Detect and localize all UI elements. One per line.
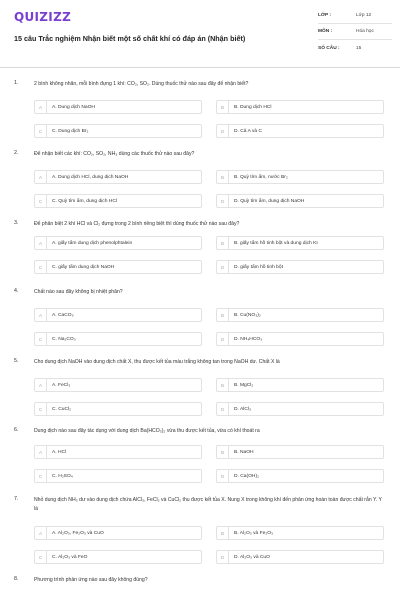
option-letter-box: A <box>35 309 47 321</box>
option-text: A. HCl <box>52 449 67 455</box>
question-number: 7. <box>14 496 19 502</box>
option-letter-box: A <box>35 379 47 391</box>
option-letter-box: D <box>217 261 229 273</box>
option-letter-box: C <box>35 261 47 273</box>
option-letter-box: B <box>217 446 229 458</box>
option-letter-box: B <box>217 171 229 183</box>
option-letter-box: A <box>35 237 47 249</box>
question-text: Dung dịch nào sau đây tác dụng với dung dịch Ba(HCO₃)₂ vừa thu được kết tủa, vừa có khí thoát ra <box>34 428 260 434</box>
option-letter-box: D <box>217 333 229 345</box>
meta-label-count: SỐ CÂU : <box>318 45 340 51</box>
option-a[interactable] <box>34 378 202 392</box>
option-d[interactable] <box>216 469 384 483</box>
option-letter-box: A <box>35 446 47 458</box>
option-d[interactable] <box>216 260 384 274</box>
option-letter-box: A <box>35 527 47 539</box>
option-text: C. giấy tẩm dung dịch NaOH <box>52 264 115 270</box>
option-text: C. Na₂CO₃ <box>52 336 76 342</box>
option-a[interactable] <box>34 170 202 184</box>
option-text: A. Dung dịch NaOH <box>52 104 95 110</box>
option-text: A. FeCl₃ <box>52 382 71 388</box>
option-text: D. Ca(OH)₂ <box>234 473 259 479</box>
question-text: Để nhận biết các khí: CO₂, SO₂, NH₃ dùng các thuốc thử nào sau đây? <box>34 151 195 157</box>
option-letter-box: B <box>217 101 229 113</box>
option-c[interactable] <box>34 194 202 208</box>
option-b[interactable] <box>216 100 384 114</box>
option-c[interactable] <box>34 402 202 416</box>
question-text: Chất nào sau đây không bị nhiệt phân? <box>34 289 123 295</box>
option-a[interactable] <box>34 100 202 114</box>
meta-info-table <box>318 8 392 56</box>
option-text: B. Dung dịch HCl <box>234 104 272 110</box>
question-text: Để phân biệt 2 khí HCl và Cl₂ đựng trong 2 bình riêng biệt thì dùng thuốc thử nào sau đây? <box>34 221 240 227</box>
option-text: B. NaOH <box>234 449 254 455</box>
quizizz-logo: QUIZIZZ <box>14 10 72 24</box>
option-d[interactable] <box>216 332 384 346</box>
question-text: Cho dung dịch NaOH vào dung dịch chất X, thu được kết tủa màu trắng không tan trong NaOH dư. Chất X là <box>34 359 280 365</box>
option-letter-box: C <box>35 403 47 415</box>
meta-row-count <box>318 40 392 56</box>
meta-value-grade: Lớp 12 <box>356 13 372 18</box>
meta-row-subject <box>318 24 392 40</box>
option-letter-box: C <box>35 470 47 482</box>
option-a[interactable] <box>34 308 202 322</box>
option-b[interactable] <box>216 378 384 392</box>
option-d[interactable] <box>216 402 384 416</box>
option-a[interactable] <box>34 526 202 540</box>
meta-row-grade <box>318 8 392 24</box>
option-letter-box: B <box>217 237 229 249</box>
option-letter-box: A <box>35 171 47 183</box>
option-letter-box: D <box>217 403 229 415</box>
question-number: 4. <box>14 288 19 294</box>
option-text: B. giấy tẩm hồ tinh bột và dung dịch KI <box>234 240 318 246</box>
option-b[interactable] <box>216 170 384 184</box>
document-title: 15 câu Trắc nghiệm Nhận biết một số chất khí có đáp án (Nhận biết) <box>14 34 246 43</box>
option-letter-box: D <box>217 195 229 207</box>
question-number: 5. <box>14 358 19 364</box>
option-text: B. Al₂O₃ và Fe₂O₃ <box>234 530 274 536</box>
question-number: 3. <box>14 220 19 226</box>
option-letter-box: D <box>217 470 229 482</box>
option-text: A. CaCO₃ <box>52 312 74 318</box>
option-letter-box: C <box>35 551 47 563</box>
option-text: D. giấy tẩm hồ tinh bột <box>234 264 283 270</box>
document-header <box>0 0 400 68</box>
option-c[interactable] <box>34 469 202 483</box>
option-c[interactable] <box>34 550 202 564</box>
option-letter-box: B <box>217 309 229 321</box>
question-number: 2. <box>14 150 19 156</box>
option-c[interactable] <box>34 124 202 138</box>
option-c[interactable] <box>34 260 202 274</box>
option-a[interactable] <box>34 236 202 250</box>
option-letter-box: D <box>217 125 229 137</box>
meta-label-subject: MÔN : <box>318 29 333 34</box>
option-text: A. Dung dịch HCl, dung dịch NaOH <box>52 174 129 180</box>
option-b[interactable] <box>216 308 384 322</box>
question-text: Phương trình phản ứng nào sau đây không đúng? <box>34 577 148 583</box>
question-number: 8. <box>14 576 19 582</box>
option-b[interactable] <box>216 526 384 540</box>
question-number: 6. <box>14 427 19 433</box>
option-text: A. Al₂O₃, Fe₂O₃ và CuO <box>52 530 104 536</box>
option-b[interactable] <box>216 236 384 250</box>
option-d[interactable] <box>216 124 384 138</box>
option-c[interactable] <box>34 332 202 346</box>
meta-label-grade: LỚP : <box>318 13 332 18</box>
option-text: B. Quỳ tím ẩm, nước Br₂ <box>234 174 288 180</box>
option-text: B. MgCl₂ <box>234 382 254 388</box>
option-letter-box: B <box>217 527 229 539</box>
meta-value-subject: Hóa học <box>356 29 374 34</box>
option-text: C. CuCl₂ <box>52 406 72 412</box>
option-letter-box: D <box>217 551 229 563</box>
option-text: D. AlCl₃ <box>234 406 251 412</box>
option-text: C. H₂SO₄ <box>52 473 73 479</box>
option-letter-box: C <box>35 333 47 345</box>
option-d[interactable] <box>216 550 384 564</box>
option-text: A. giấy tẩm dung dịch phenolphtalein <box>52 240 133 246</box>
option-text: D. Al₂O₃ và CuO <box>234 554 270 560</box>
option-letter-box: B <box>217 379 229 391</box>
question-number: 1. <box>14 80 19 86</box>
option-b[interactable] <box>216 445 384 459</box>
option-letter-box: C <box>35 195 47 207</box>
option-text: D. NH₄HCO₃ <box>234 336 263 342</box>
option-letter-box: C <box>35 125 47 137</box>
option-d[interactable] <box>216 194 384 208</box>
option-text: C. Al₂O₃ và FeO <box>52 554 88 560</box>
option-letter-box: A <box>35 101 47 113</box>
option-text: D. Quỳ tím ẩm, dung dịch NaOH <box>234 198 305 204</box>
option-text: C. Dung dịch Br₂ <box>52 128 89 134</box>
question-text: Nhỏ dung dịch NH₃ dư vào dung dịch chứa AlCl₃, FeCl₂ và CuCl₂ thu được kết tủa X. Nung X trong không khí đến phản ứng hoàn toàn được chất rắn Y. Y là <box>34 497 382 512</box>
option-text: C. Quỳ tím ẩm, dung dịch HCl <box>52 198 117 204</box>
meta-value-count: 15 <box>356 45 362 51</box>
question-text: 2 bình không nhãn, mỗi bình đựng 1 khí: CO₂, SO₂. Dùng thuốc thử nào sau đây để nhận biết? <box>34 81 249 87</box>
option-a[interactable] <box>34 445 202 459</box>
option-text: D. Cả A và C <box>234 128 262 134</box>
option-text: B. Cu(NO₃)₂ <box>234 312 261 318</box>
